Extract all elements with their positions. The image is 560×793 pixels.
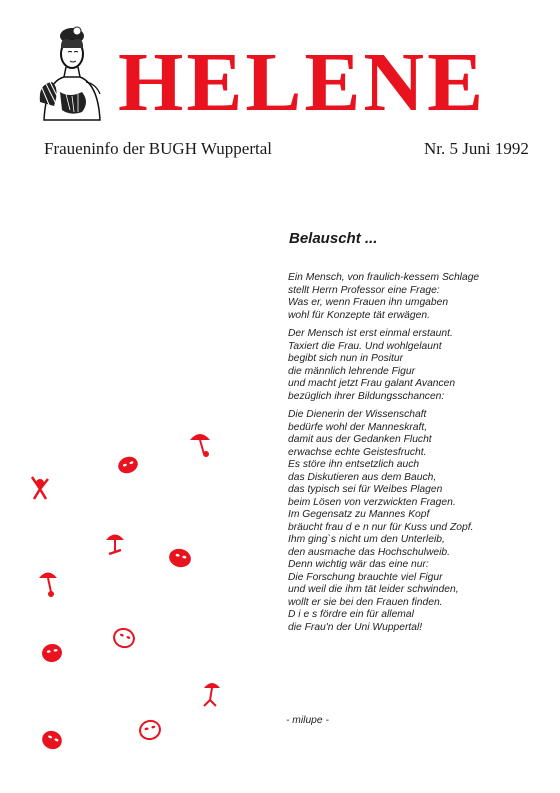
mask-icon <box>39 728 65 753</box>
poem-body <box>288 272 548 640</box>
poem-line: bedürfe wohl der Manneskraft, <box>288 421 428 433</box>
poem-line: stellt Herrn Professor eine Frage: <box>288 284 440 296</box>
mask-icon <box>138 719 162 742</box>
poem-line: die Frau'n der Uni Wuppertal! <box>288 621 423 633</box>
poem-line: begibt sich nun in Positur <box>288 353 404 364</box>
poem-line: damit aus der Gedanken Flucht <box>288 434 432 445</box>
poem-line: Was er, wenn Frauen ihn umgaben <box>288 297 449 308</box>
poem-line: Denn wichtig wär das eine nur: <box>288 559 429 570</box>
masthead-title: HELENE <box>118 36 487 129</box>
mask-icon <box>116 454 140 476</box>
parasol-figure-icon <box>39 573 57 598</box>
poem-line: erwachse echte Geistesfrucht. <box>288 446 427 458</box>
poem-line: wollt er sie bei den Frauen finden. <box>288 596 443 608</box>
mask-icon <box>112 626 137 650</box>
poem-title: Belauscht ... <box>289 230 378 247</box>
parasol-figure-icon <box>190 434 210 457</box>
poem-line: bezüglich ihrer Bildungsschancen: <box>288 390 445 402</box>
poem-line: den ausmache das Hochschulweib. <box>288 546 450 558</box>
poem-line: Die Dienerin der Wissenschaft <box>288 409 427 420</box>
poem-stanza <box>288 328 548 403</box>
author-signature: - milupe - <box>286 715 329 726</box>
poem-line: bräucht frau d e n nur für Kuss und Zopf. <box>288 521 474 533</box>
mask-icon <box>41 642 64 663</box>
poem-line: Im Gegensatz zu Mannes Kopf <box>288 509 430 520</box>
poem-stanza <box>288 272 548 322</box>
poem-line: die männlich lehrende Figur <box>288 365 416 377</box>
poem-line: Die Forschung brauchte viel Figur <box>288 571 443 583</box>
poem-line: und weil die ihm tät leider schwinden, <box>288 584 459 595</box>
parasol-figure-icon <box>106 535 124 555</box>
scattered-figures <box>0 410 270 790</box>
poem-line: Es störe ihn entsetzlich auch <box>288 459 420 470</box>
poem-line: D i e s fördre ein für allemal <box>288 609 414 620</box>
poem-line: Ein Mensch, von fraulich-kessem Schlage <box>288 272 480 283</box>
poem-stanza <box>288 409 548 634</box>
poem-line: Taxiert die Frau. Und wohlgelaunt <box>288 340 442 352</box>
parasol-figure-icon <box>204 683 220 706</box>
poem-line: wohl für Konzepte tät erwägen. <box>288 309 430 321</box>
poem-line: beim Lösen von verzwickten Fragen. <box>288 496 456 508</box>
poem-line: Ihm ging`s nicht um den Unterleib, <box>288 534 445 545</box>
publication-subtitle: Fraueninfo der BUGH Wuppertal <box>44 139 272 158</box>
mask-icon <box>167 546 193 569</box>
dancer-figure-icon <box>32 477 48 499</box>
poem-line: Der Mensch ist erst einmal erstaunt. <box>288 328 453 339</box>
woman-portrait-logo <box>30 22 110 122</box>
poem-line: das Diskutieren aus dem Bauch, <box>288 471 437 483</box>
poem-line: und macht jetzt Frau galant Avancen <box>288 378 456 389</box>
poem-line: das typisch sei für Weibes Plagen <box>288 484 443 495</box>
issue-info: Nr. 5 Juni 1992 <box>424 139 529 158</box>
